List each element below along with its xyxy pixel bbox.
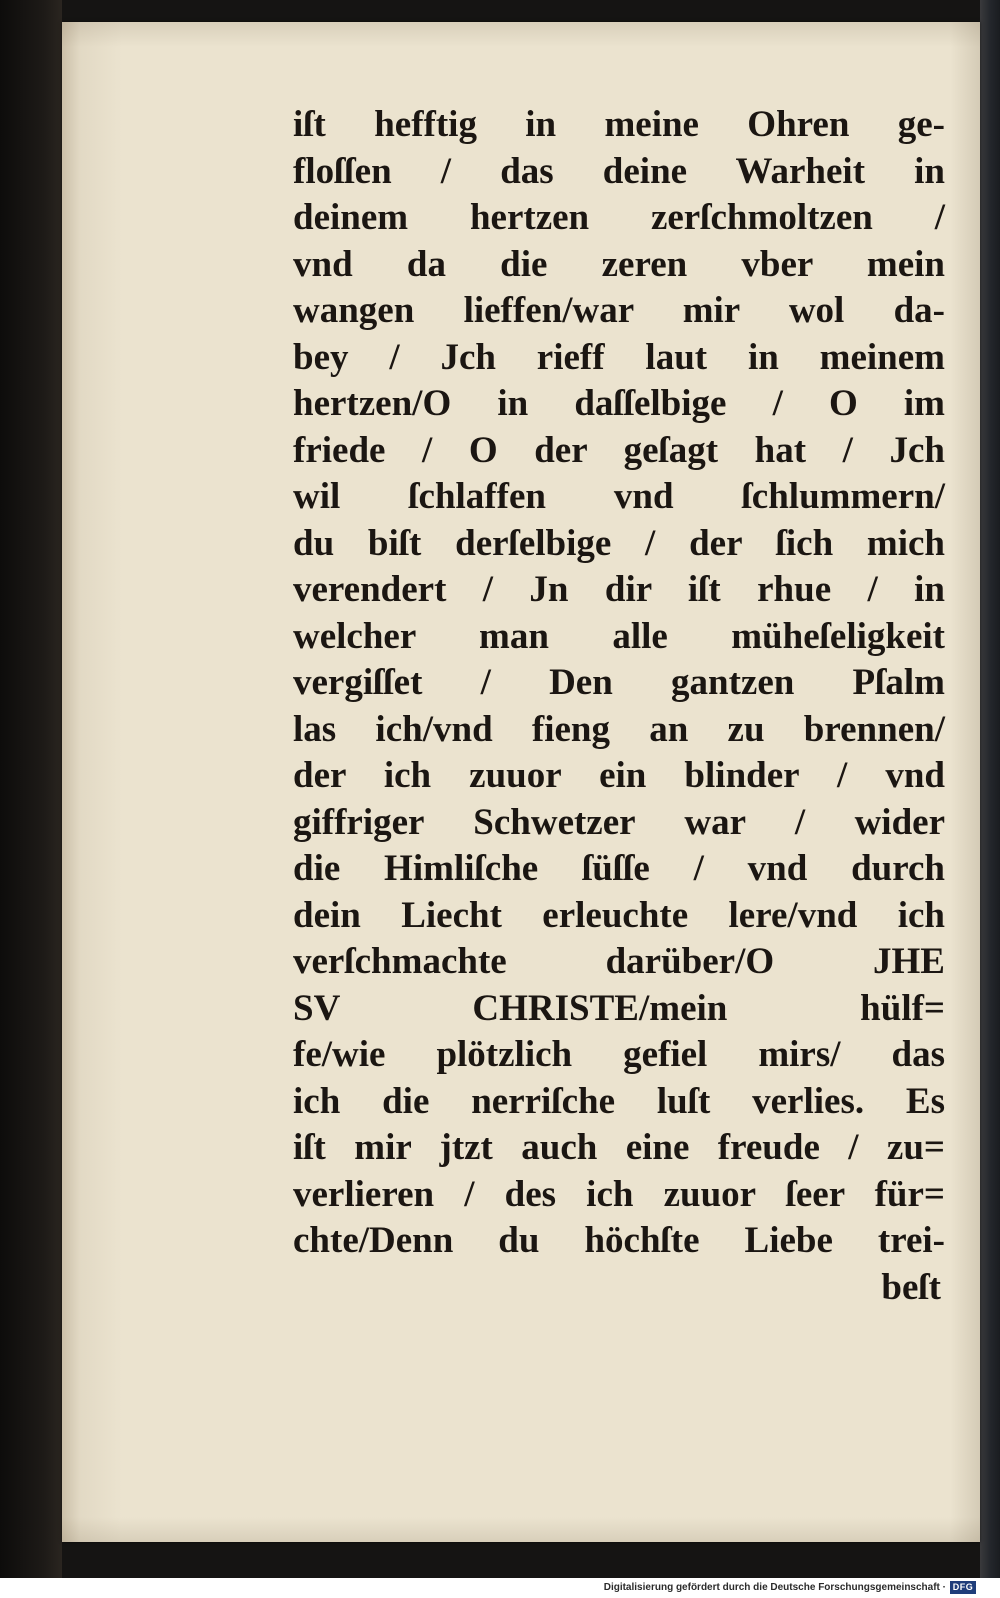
text-line: hertzen/O in daſſelbige / O im <box>293 383 945 424</box>
catchword: beſt <box>881 1266 941 1308</box>
text-line: friede / O der geſagt hat / Jch <box>293 429 945 471</box>
dfg-logo: DFG <box>950 1581 976 1594</box>
text-line: wil ſchlaffen vnd ſchlummern/ <box>293 476 945 517</box>
text-line: deinem hertzen zerſchmoltzen / <box>293 197 945 238</box>
text-line: dein Liecht erleuchte lere/vnd ich <box>293 894 945 936</box>
page-text-block <box>293 102 945 1311</box>
text-line: du biſt derſelbige / der ſich mich <box>293 522 945 564</box>
text-line: iſt mir jtzt auch eine freude / zu= <box>293 1127 945 1168</box>
text-line: las ich/vnd fieng an zu brennen/ <box>293 708 945 750</box>
text-line: ich die nerriſche luſt verlies. Es <box>293 1080 945 1122</box>
text-line: vergiſſet / Den gantzen Pſalm <box>293 662 945 703</box>
text-line: verendert / Jn dir iſt rhue / in <box>293 569 945 610</box>
text-line: bey / Jch rieff laut in meinem <box>293 336 945 378</box>
text-line: verlieren / des ich zuuor ſeer für= <box>293 1173 945 1215</box>
text-line: SV CHRISTE/mein hülf= <box>293 987 945 1029</box>
text-line: vnd da die zeren vber mein <box>293 243 945 285</box>
digitization-credit: Digitalisierung gefördert durch die Deutsche Forschungsgemeinschaft · <box>603 1582 946 1593</box>
text-line: floſſen / das deine Warheit in <box>293 150 945 192</box>
text-line: chte/Denn du höchſte Liebe trei- <box>293 1220 945 1261</box>
text-line: iſt hefftig in meine Ohren ge- <box>293 104 945 145</box>
text-line: welcher man alle müheſeligkeit <box>293 615 945 657</box>
footer-bar <box>0 1578 1000 1598</box>
text-line: die Himliſche ſüſſe / vnd durch <box>293 848 945 889</box>
text-line: verſchmachte darüber/O JHE <box>293 941 945 982</box>
text-line: fe/wie plötzlich gefiel mirs/ das <box>293 1034 945 1075</box>
scan-background-left <box>0 0 62 1578</box>
text-line: wangen lieffen/war mir wol da- <box>293 290 945 331</box>
text-line: der ich zuuor ein blinder / vnd <box>293 755 945 796</box>
scan-background-right <box>980 0 1000 1578</box>
text-line: giffriger Schwetzer war / wider <box>293 801 945 843</box>
